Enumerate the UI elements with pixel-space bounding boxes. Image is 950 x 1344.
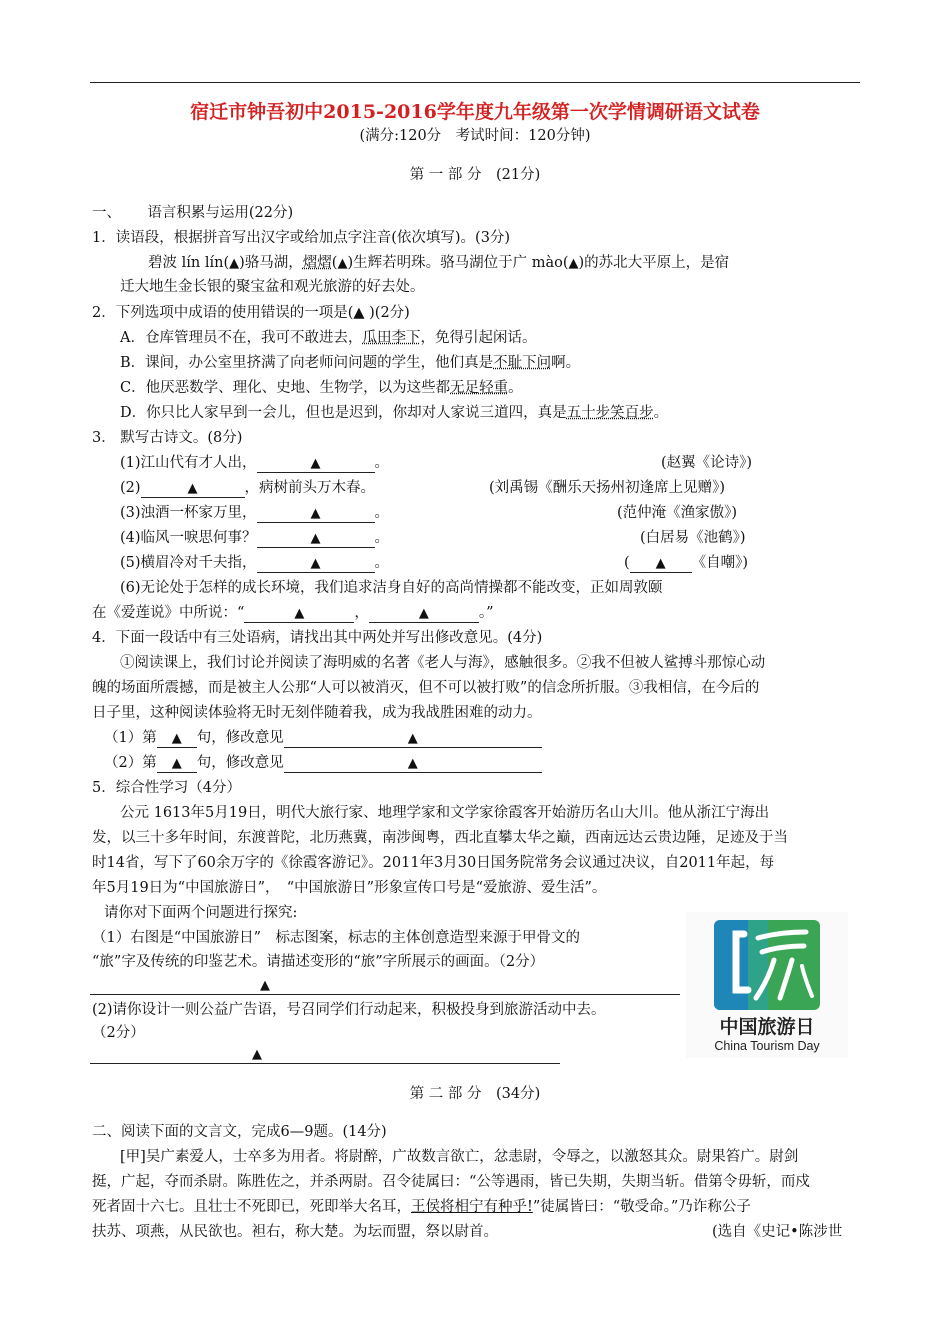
classical-text-line2: 挺，广起，夺而杀尉。陈胜佐之，并杀两尉。召令徒属曰：“公等遇雨，皆已失期，失期当斩。借第令毋斩，而戍 [92, 1174, 810, 1190]
classical-text-line4: 扶苏、项燕，从民欲也。袒右，称大楚。为坛而盟，祭以尉首。 [92, 1224, 498, 1240]
q5-para-line1: 公元 1613年5月19日，明代大旅行家、地理学家和文学家徐霞客开始游历名山大川。他从浙江宁海出 [120, 805, 770, 821]
china-tourism-day-logo [686, 912, 848, 1058]
q3-item6-cont: 在《爱莲说》中所说：“ ▲ ， ▲ 。” [92, 605, 494, 621]
classical-text-line3: 死者固十六七。且壮士不死即已，死即举大名耳，王侯将相宁有种乎!”徒属皆曰：“敬受命。”乃诈称公子 [92, 1199, 751, 1215]
q3-stem: 3． 默写古诗文。(8分) [92, 430, 243, 446]
exam-subtitle: (满分:120分 考试时间：120分钟) [359, 128, 591, 144]
q5-sub2-line1: (2)请你设计一则公益广告语，号召同学们行动起来，积极投身到旅游活动中去。 [92, 1002, 606, 1018]
q4-stem: 4．下面一段话中有三处语病，请找出其中两处并写出修改意见。(4分) [92, 630, 543, 646]
q3-item1: (1)江山代有才人出， ▲ 。 [120, 455, 390, 471]
q2-option-c: C．他厌恶数学、理化、史地、生物学，以为这些都无足轻重。 [120, 380, 523, 396]
q3-source2: (刘禹锡《酬乐天扬州初逢席上见赠》) [489, 480, 726, 496]
q5-stem: 5．综合性学习（4分） [92, 780, 241, 796]
q5-para-line4: 年5月19日为“中国旅游日”， “中国旅游日”形象宣传口号是“爱旅游、爱生活”。 [92, 880, 607, 896]
q3-source5: ( ▲ 《自嘲》) [624, 555, 749, 571]
logo-text-en: China Tourism Day [714, 1039, 820, 1053]
q5-sub1-line2: “旅”字及传统的印鉴艺术。请描述变形的“旅”字所展示的画面。（2分） [92, 954, 545, 970]
q3-source4: (白居易《池鹤》) [640, 530, 746, 546]
q5-sub2-line2: （2分） [92, 1025, 145, 1041]
dotted-word: 熠熠 [302, 255, 332, 271]
q2-stem: 2．下列选项中成语的使用错误的一项是(▲ )(2分) [92, 305, 410, 321]
q4-para-line2: 魄的场面所震撼，而是被主人公那“人可以被消灭，但不可以被打败”的信念所折服。③我相信，在今后的 [92, 680, 760, 696]
q1-stem: 1．读语段，根据拼音写出汉字或给加点字注音(依次填写)。(3分) [92, 230, 511, 246]
part1-heading: 第 一 部 分 (21分) [409, 167, 541, 183]
logo-text-cn: 中国旅游日 [719, 1016, 815, 1038]
q3-item5: (5)横眉冷对千夫指， ▲ 。 [120, 555, 390, 571]
section1-heading: 一、 语言积累与运用(22分) [92, 205, 294, 221]
q2-option-d: D．你只比人家早到一会儿，但也是迟到，你却对人家说三道四，真是五十步笑百步。 [120, 405, 669, 421]
q3-source3: (范仲淹《渔家傲》) [617, 505, 738, 521]
section2-heading: 二、阅读下面的文言文，完成6—9题。(14分) [92, 1124, 387, 1140]
q5-prompt: 请你对下面两个问题进行探究: [104, 905, 298, 921]
tourism-seal-icon [686, 912, 848, 1016]
exam-title: 宿迁市钟吾初中2015-2016学年度九年级第一次学情调研语文试卷 [190, 101, 760, 123]
q1-line1: 碧波 lín lín(▲)骆马湖，熠熠(▲)生辉若明珠。骆马湖位于广 mào(▲)的苏北大平原上，是宿 [148, 255, 730, 271]
q2-option-b: B．课间，办公室里挤满了向老师问问题的学生，他们真是不耻下问啊。 [120, 355, 581, 371]
q4-answer2: （2）第 ▲ 句，修改意见 ▲ [104, 753, 542, 773]
q4-para-line1: ①阅读课上，我们讨论并阅读了海明威的名著《老人与海》，感触很多。②我不但被人鲨搏斗那惊心动 [120, 655, 766, 671]
q4-answer1: （1）第 ▲ 句，修改意见 ▲ [104, 728, 542, 748]
answer-line [90, 994, 680, 995]
classical-text-source: (选自《史记•陈涉世 [712, 1224, 843, 1240]
part2-heading: 第 二 部 分 (34分) [409, 1086, 541, 1102]
q3-item6: (6)无论处于怎样的成长环境，我们追求洁身自好的高尚情操都不能改变，正如周敦颐 [120, 580, 663, 596]
q4-para-line3: 日子里，这种阅读体验将无时无刻伴随着我，成为我战胜困难的动力。 [92, 705, 542, 721]
blank-marker: ▲ [229, 256, 240, 271]
answer-line [90, 1063, 560, 1064]
q1-line2: 迁大地生金长银的聚宝盆和观光旅游的好去处。 [120, 279, 425, 295]
q2-option-a: A．仓库管理员不在，我可不敢进去，瓜田李下，免得引起闲话。 [120, 330, 537, 346]
q5-para-line3: 时14省，写下了60余万字的《徐霞客游记》。2011年3月30日国务院常务会议通过决议，自2011年起，每 [92, 855, 775, 871]
q3-item3: (3)浊酒一杯家万里， ▲ 。 [120, 505, 390, 521]
answer-marker: ▲ [252, 1047, 262, 1062]
q5-para-line2: 发，以三十多年时间，东渡普陀，北历燕冀，南涉闽粤，西北直攀太华之巅，西南远达云贵边陲，足迹及于当 [92, 830, 788, 846]
top-rule [90, 82, 860, 83]
underlined-sentence: 王侯将相宁有种乎! [411, 1199, 533, 1215]
q3-source1: (赵翼《论诗》) [661, 455, 753, 471]
answer-marker: ▲ [260, 978, 270, 993]
classical-text-line1: [甲]吴广素爱人，士卒多为用者。将尉醉，广故数言欲亡，忿恚尉，令辱之，以激怒其众。尉果笞广。尉剑 [120, 1149, 799, 1165]
q3-item2: (2) ▲ ，病树前头万木春。 [120, 480, 376, 496]
q5-sub1-line1: （1）右图是“中国旅游日” 标志图案，标志的主体创意造型来源于甲骨文的 [92, 930, 581, 946]
q3-item4: (4)临风一唳思何事？ ▲ 。 [120, 530, 390, 546]
